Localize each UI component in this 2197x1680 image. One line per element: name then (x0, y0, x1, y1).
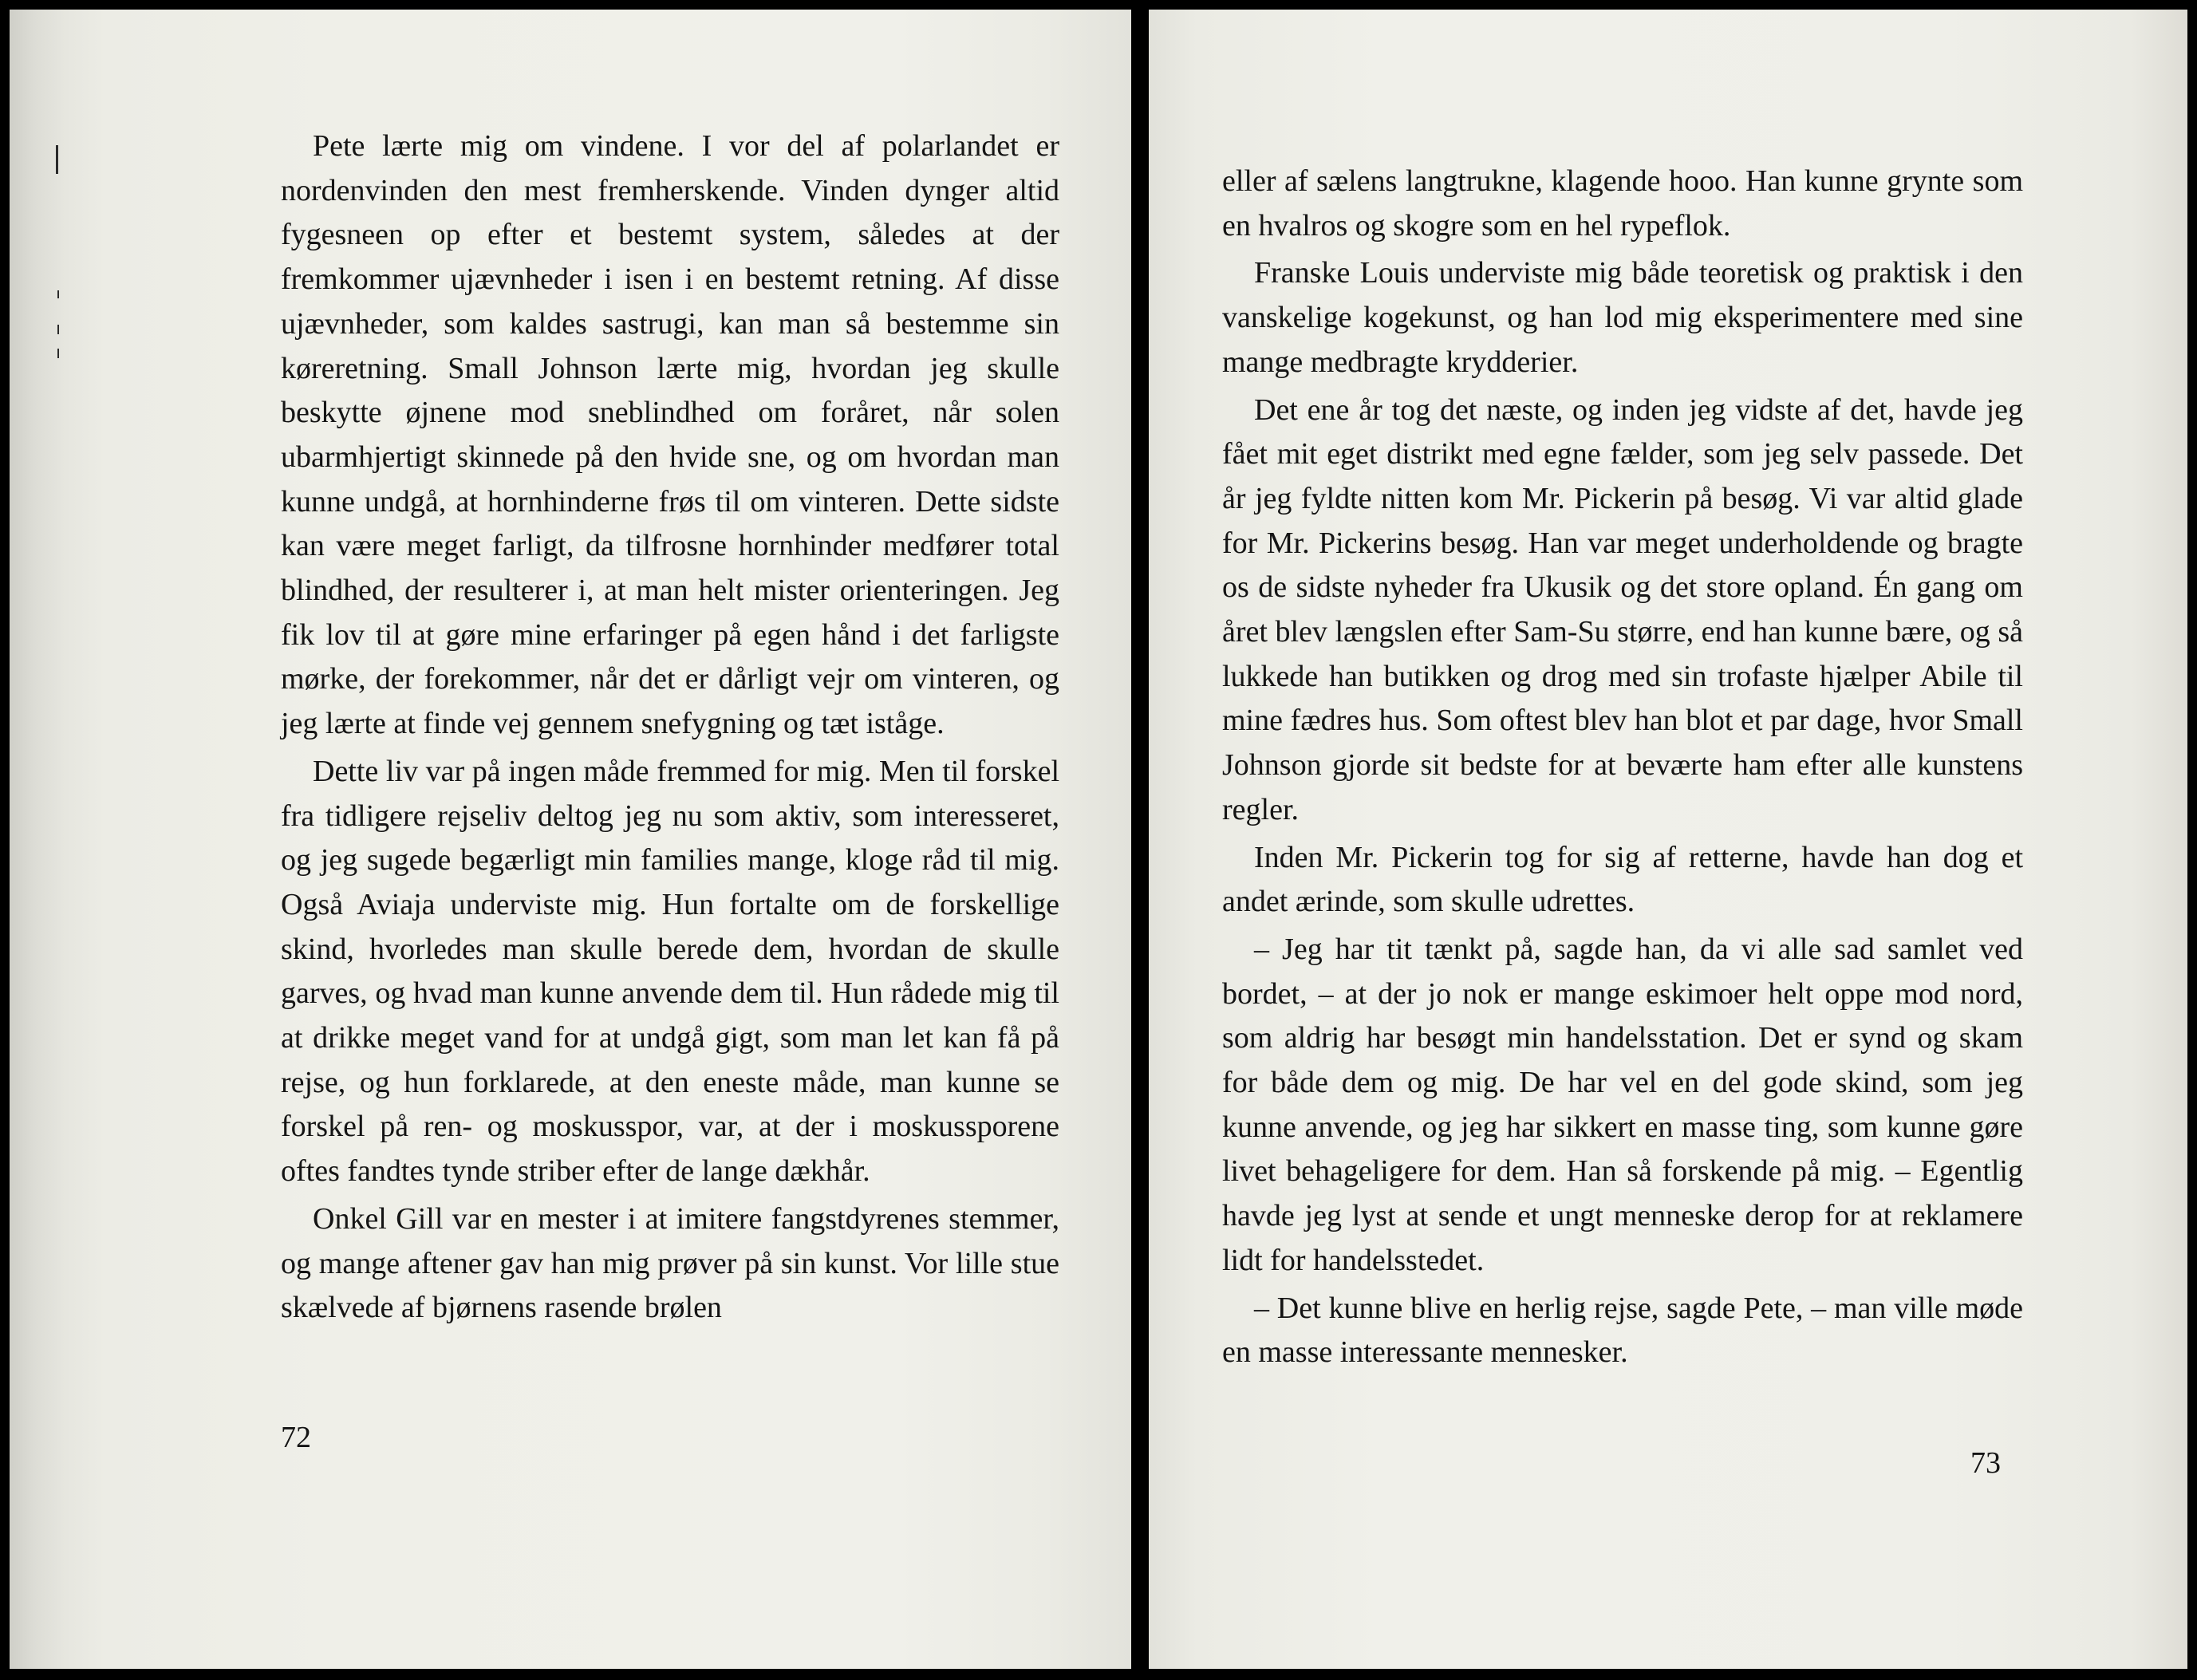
right-page-text (1222, 160, 2023, 1378)
right-paragraph: Franske Louis underviste mig både teoretisk og praktisk i den vanskelige kogekunst, og han lod mig eksperimentere med sine mange medbragte krydderier. (1222, 256, 2023, 379)
left-paragraph: Pete lærte mig om vindene. I vor del af polarlandet er nordenvinden den mest fremherskende. Vinden dynger altid fygesneen op efter et bestemt system, således at der fremkommer ujævnheder i isen i en bestemt retning. Af disse ujævnheder, som kaldes sastrugi, kan man så bestemme sin køreretning. Small Johnson lærte mig, hvordan jeg skulle beskytte øjnene mod sneblindhed om foråret, når solen ubarmhjertigt skinnede på den hvide sne, og om hvordan man kunne undgå, at hornhinderne frøs til om vinteren. Dette sidste kan være meget farligt, da tilfrosne hornhinder medfører total blindhed, der resulterer i, at man helt mister orienteringen. Jeg fik lov til at gøre mine erfaringer på egen hånd i det farligste mørke, der forekommer, når det er dårligt vejr om vinteren, og jeg lærte at finde vej gennem snefygning og tæt iståge. (281, 129, 1059, 741)
right-paragraph: – Jeg har tit tænkt på, sagde han, da vi alle sad samlet ved bordet, – at der jo nok er mange eskimoer helt oppe mod nord, som aldrig har besøgt min handelsstation. Det er synd og skam for både dem og mig. De har vel en del gode skind, som jeg kunne anvende, og jeg har sikkert en masse ting, som kunne gøre livet behageligere for dem. Han så forskende på mig. – Egentlig havde jeg lyst at sende et ungt menneske derop for at reklamere lidt for handelsstedet. (1222, 932, 2023, 1277)
spine-mark (56, 145, 58, 174)
right-page (1149, 10, 2187, 1669)
spine-mark (57, 349, 59, 358)
spine-mark (57, 290, 59, 298)
left-paragraph: Onkel Gill var en mester i at imitere fangstdyrenes stemmer, og mange aftener gav han mig prøver på sin kunst. Vor lille stue skælvede af bjørnens rasende brølen (281, 1201, 1059, 1325)
left-page (10, 10, 1131, 1669)
right-paragraph-continuation: eller af sælens langtrukne, klagende hooo. Han kunne grynte som en hvalros og skogre som en hel rypeflok. (1222, 164, 2023, 243)
right-paragraph: Det ene år tog det næste, og inden jeg vidste af det, havde jeg fået mit eget distrikt med egne fælder, som jeg selv passede. Det år jeg fyldte nitten kom Mr. Pickerin på besøg. Vi var altid glade for Mr. Pickerins besøg. Han var meget underholdende og bragte os de sidste nyheder fra Ukusik og det store opland. Én gang om året blev længslen efter Sam-Su større, end han kunne bære, og så lukkede han butikken og drog med sin trofaste hjælper Abile til mine fædres hus. Som oftest blev han blot et par dage, hvor Small Johnson gjorde sit bedste for at beværte ham efter alle kunstens regler. (1222, 392, 2023, 826)
spine-mark (57, 325, 59, 334)
left-page-text (281, 124, 1059, 1334)
left-paragraph: Dette liv var på ingen måde fremmed for mig. Men til forskel fra tidligere rejseliv deltog jeg nu som aktiv, som interesseret, og jeg sugede begærligt min families mange, kloge råd til mig. Også Aviaja underviste mig. Hun fortalte om de forskellige skind, hvorledes man skulle berede dem, hvordan de skulle garves, og hvad man kunne anvende dem til. Hun rådede mig til at drikke meget vand for at undgå gigt, som man let kan få på rejse, og hun forklarede, at den eneste måde, man kunne se forskel på ren- og moskusspor, var, at der i moskussporene oftes fandtes tynde striber efter de lange dækhår. (281, 754, 1059, 1189)
right-page-number: 73 (1970, 1446, 2001, 1480)
left-page-number: 72 (281, 1421, 311, 1454)
right-paragraph: – Det kunne blive en herlig rejse, sagde Pete, – man ville møde en masse interessante mennesker. (1222, 1291, 2023, 1370)
right-paragraph: Inden Mr. Pickerin tog for sig af retterne, havde han dog et andet ærinde, som skulle udrettes. (1222, 840, 2023, 919)
